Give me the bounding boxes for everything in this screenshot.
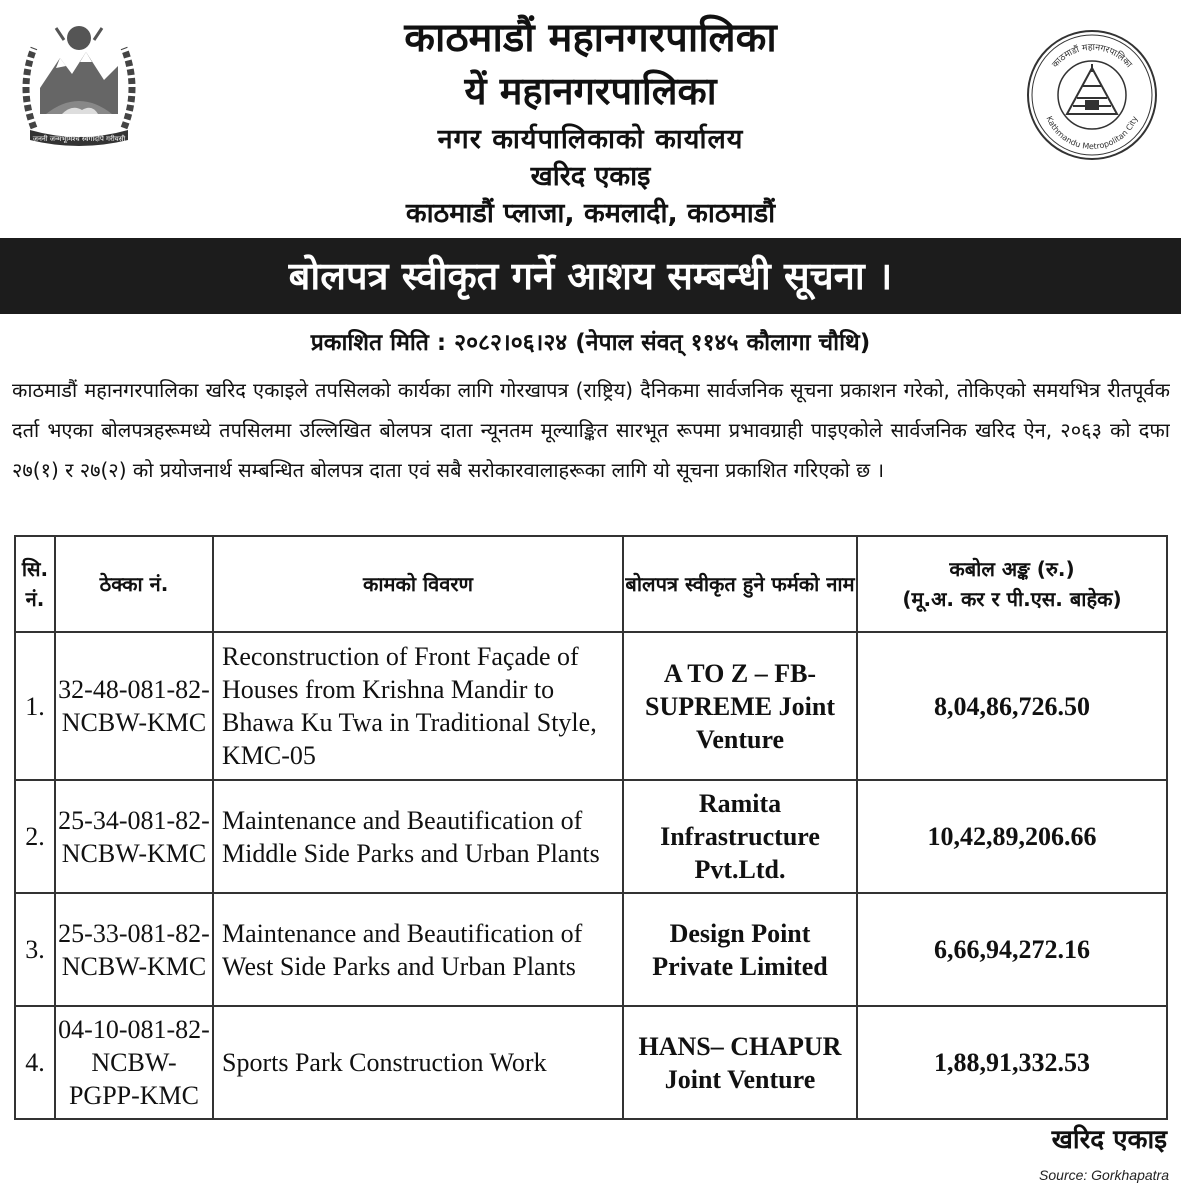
row-amount: 6,66,94,272.16 — [857, 893, 1167, 1006]
awards-table — [14, 535, 1168, 1120]
seal-text-top: काठमाडौं महानगरपालिका — [1050, 42, 1134, 71]
row-amount: 10,42,89,206.66 — [857, 780, 1167, 893]
header-unit: खरिद एकाइ — [530, 161, 651, 192]
row-description: Maintenance and Beautification of Middle Side Parks and Urban Plants — [213, 780, 623, 893]
intro-paragraph: काठमाडौं महानगरपालिका खरिद एकाइले तपसिलको कार्यका लागि गोरखापत्र (राष्ट्रिय) दैनिकमा सार्वजनिक सूचना प्रकाशन गरेको, तोकिएको समयभित्र रीतपूर्वक दर्ता भएका बोलपत्रहरूमध्ये तपसिलमा उल्लिखित बोलपत्र दाता न्यूनतम मूल्याङ्कित सारभूत रूपमा प्रभावग्राही पाइएकोले सार्वजनिक खरिद ऐन, २०६३ को दफा २७(१) र २७(२) को प्रयोजनार्थ सम्बन्धित बोलपत्र दाता एवं सबै सरोकारवालाहरूका लागि यो सूचना प्रकाशित गरिएको छ । — [12, 378, 1170, 482]
svg-text:Kathmandu Metropolitan City — [1044, 115, 1139, 151]
table-header-row — [15, 536, 1167, 632]
header-script-title: यें महानगरपालिका — [464, 68, 717, 113]
kmc-seal-icon — [1025, 28, 1159, 162]
table-row — [15, 893, 1167, 1006]
header-description: कामको विवरण — [213, 536, 623, 632]
row-amount: 8,04,86,726.50 — [857, 632, 1167, 780]
header-title: काठमाडौं महानगरपालिका — [404, 15, 777, 61]
row-firm: Ramita Infrastructure Pvt.Ltd. — [623, 780, 857, 893]
header-amount-line2: (मू.अ. कर र पी.एस. बाहेक) — [902, 587, 1122, 611]
row-firm: HANS– CHAPUR Joint Venture — [623, 1006, 857, 1119]
row-sn: 2. — [15, 780, 55, 893]
notice-banner: बोलपत्र स्वीकृत गर्ने आशय सम्बन्धी सूचना । — [0, 238, 1181, 314]
published-date: प्रकाशित मिति : २०८२।०६।२४ (नेपाल संवत् ११४५ कौलागा चौथि) — [310, 330, 871, 356]
header-amount-line1: कबोल अङ्क (रु.) — [949, 557, 1075, 581]
row-contract-no: 32-48-081-82-NCBW-KMC — [55, 632, 213, 780]
header-address: काठमाडौं प्लाजा, कमलादी, काठमाडौं — [405, 198, 776, 229]
row-description: Maintenance and Beautification of West Side Parks and Urban Plants — [213, 893, 623, 1006]
row-description: Sports Park Construction Work — [213, 1006, 623, 1119]
row-sn: 4. — [15, 1006, 55, 1119]
nepal-emblem-icon — [12, 18, 146, 152]
header-office: नगर कार्यपालिकाको कार्यालय — [437, 124, 744, 155]
row-description: Reconstruction of Front Façade of Houses from Krishna Mandir to Bhawa Ku Twa in Traditional Style, KMC-05 — [213, 632, 623, 780]
row-sn: 1. — [15, 632, 55, 780]
footer-unit: खरिद एकाइ — [1051, 1125, 1167, 1155]
emblem-caption: जननी जन्मभूमिश्च स्वर्गादपि गरीयसी — [32, 135, 126, 143]
seal-text-bottom: Kathmandu Metropolitan City — [1044, 114, 1140, 152]
row-firm: Design Point Private Limited — [623, 893, 857, 1006]
table-row — [15, 632, 1167, 780]
row-sn: 3. — [15, 893, 55, 1006]
header-contract-no: ठेक्का नं. — [55, 536, 213, 632]
row-firm: A TO Z – FB-SUPREME Joint Venture — [623, 632, 857, 780]
header-firm: बोलपत्र स्वीकृत हुने फर्मको नाम — [623, 536, 857, 632]
row-contract-no: 04-10-081-82-NCBW-PGPP-KMC — [55, 1006, 213, 1119]
source-credit: Source: Gorkhapatra — [1039, 1167, 1169, 1183]
table-row — [15, 780, 1167, 893]
header-amount — [857, 536, 1167, 632]
row-amount: 1,88,91,332.53 — [857, 1006, 1167, 1119]
row-contract-no: 25-33-081-82-NCBW-KMC — [55, 893, 213, 1006]
table-row — [15, 1006, 1167, 1119]
header-sn: सि. नं. — [15, 536, 55, 632]
notice-header — [0, 0, 1181, 236]
row-contract-no: 25-34-081-82-NCBW-KMC — [55, 780, 213, 893]
